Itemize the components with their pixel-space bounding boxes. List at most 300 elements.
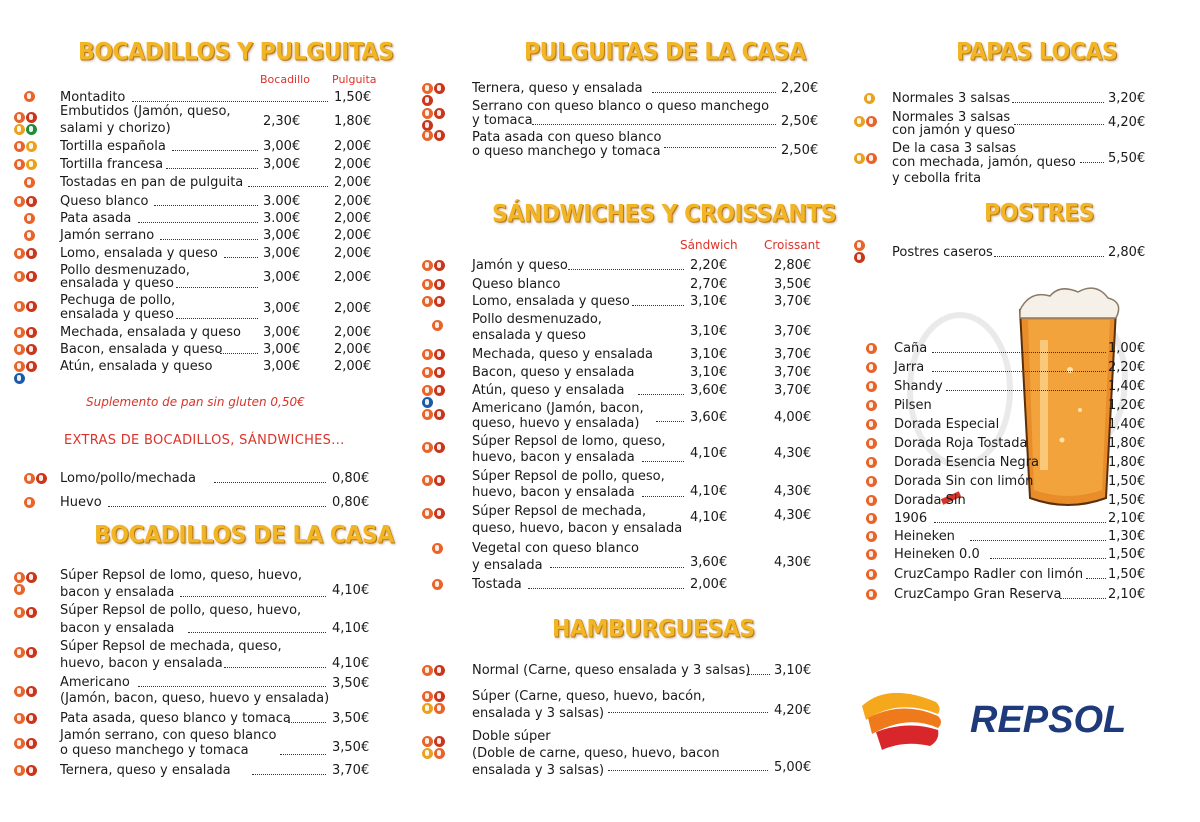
item-name-line1: Jamón serrano, con queso blanco (60, 728, 277, 743)
food-icons (422, 508, 450, 519)
dotted-leader (994, 256, 1104, 257)
burger-icon (422, 736, 433, 747)
food-icons (422, 409, 450, 420)
food-icons (422, 691, 450, 714)
list-item (852, 244, 1152, 268)
item-name-line2: salami y chorizo) (60, 121, 171, 136)
item-price: 2,00€ (334, 175, 372, 190)
item-name-line2: con mechada, jamón, queso (892, 155, 1076, 170)
item-price: 1,80€ (1108, 455, 1146, 470)
item-name: Shandy (894, 379, 943, 394)
item-price: 1,50€ (1108, 474, 1146, 489)
food-icons (14, 159, 42, 170)
bacon-icon (26, 344, 37, 355)
item-name-line1: Americano (Jamón, bacon, (472, 401, 644, 416)
item-name: CruzCampo Gran Reserva (894, 587, 1062, 602)
food-icons (866, 589, 894, 600)
sandwich-col-header: Sándwich (680, 238, 738, 252)
item-price: 2,10€ (1108, 511, 1146, 526)
food-icons (866, 343, 894, 354)
dotted-leader (1086, 578, 1106, 579)
item-name-line2: huevo, bacon y ensalada (472, 450, 635, 465)
list-item (14, 245, 384, 263)
fries-icon (854, 116, 865, 127)
item-name-line2: huevo, bacon y ensalada (472, 485, 635, 500)
food-icons (422, 442, 450, 453)
bread-icon (432, 579, 443, 590)
item-name: Mechada, ensalada y queso (60, 325, 241, 340)
fries-icon (864, 93, 875, 104)
dotted-leader (224, 667, 326, 668)
food-icons (866, 495, 894, 506)
item-name: Tostada (472, 577, 522, 592)
pulguita-col-header: Pulguita (332, 73, 377, 86)
item-name-line2: queso, huevo y ensalada) (472, 416, 640, 431)
meat-icon (26, 327, 37, 338)
item-name: Jamón y queso (472, 258, 568, 273)
item-name-line2: bacon y ensalada (60, 621, 175, 636)
item-name-line2: y tomaca (472, 113, 533, 128)
food-icons (422, 108, 456, 131)
dotted-leader (608, 712, 768, 713)
food-icons (422, 475, 450, 486)
list-item (420, 504, 820, 536)
cheese-icon (434, 296, 445, 307)
item-name: Montadito (60, 90, 126, 105)
bread-icon (14, 196, 25, 207)
list-item (420, 364, 820, 382)
item-name-line1: Pollo desmenuzado, (60, 263, 190, 278)
dotted-leader (214, 482, 326, 483)
chicken-icon (36, 473, 47, 484)
dotted-leader (664, 147, 776, 148)
bread-icon (14, 301, 25, 312)
dotted-leader (932, 371, 1106, 372)
item-price: 1,30€ (1108, 529, 1146, 544)
tuna-icon (422, 385, 433, 396)
list-item (420, 730, 820, 778)
list-item (420, 100, 820, 130)
item-price-sandwich: 4,10€ (690, 446, 728, 461)
item-price: 0,80€ (332, 471, 370, 486)
list-item (420, 346, 820, 364)
food-icons (866, 513, 894, 524)
item-price-croissant: 3,70€ (774, 324, 812, 339)
bocadillos-title: BOCADILLOS Y PULGUITAS (78, 39, 394, 66)
item-name-line1: Pechuga de pollo, (60, 293, 176, 308)
egg-icon (434, 736, 445, 747)
item-name: Atún, queso y ensalada (472, 383, 625, 398)
item-price-croissant: 3,70€ (774, 383, 812, 398)
item-price-croissant: 4,30€ (774, 446, 812, 461)
dotted-leader (568, 269, 684, 270)
food-icons (422, 665, 450, 676)
item-name-line2: bacon y ensalada (60, 585, 175, 600)
item-price-sandwich: 4,10€ (690, 484, 728, 499)
egg-icon (26, 141, 37, 152)
item-price: 1,40€ (1108, 379, 1146, 394)
item-name: Tostadas en pan de pulguita (60, 175, 244, 190)
dotted-leader (934, 522, 1106, 523)
item-price: 3,10€ (774, 663, 812, 678)
item-price-sandwich: 2,00€ (690, 577, 728, 592)
list-item (420, 130, 820, 160)
item-name-line1: Súper Repsol de pollo, queso, (472, 469, 665, 484)
food-icons (24, 230, 52, 241)
egg-icon (26, 647, 37, 658)
item-price-bocadillo: 3,00€ (263, 359, 301, 374)
beer-icon (866, 531, 877, 542)
item-name-line2: queso, huevo, bacon y ensalada (472, 521, 683, 536)
fish-icon (14, 373, 25, 384)
list-item (860, 416, 1160, 434)
item-price-sandwich: 3,60€ (690, 410, 728, 425)
dotted-leader (946, 390, 1106, 391)
list-item (14, 728, 384, 760)
meat-icon (422, 296, 433, 307)
item-price: 5,00€ (774, 760, 812, 775)
item-price-croissant: 3,50€ (774, 277, 812, 292)
meat-icon (14, 713, 25, 724)
croissant-col-header: Croissant (764, 238, 820, 252)
dotted-leader (652, 92, 776, 93)
item-price-bocadillo: 3,00€ (263, 139, 301, 154)
bacon-icon (434, 703, 445, 714)
item-price-pulguita: 2,00€ (334, 211, 372, 226)
item-name-line2: ensalada y 3 salsas) (472, 706, 605, 721)
item-price-pulguita: 2,00€ (334, 139, 372, 154)
food-icons (14, 112, 42, 135)
dotted-leader (132, 101, 328, 102)
dotted-leader (288, 722, 326, 723)
item-price-croissant: 3,70€ (774, 365, 812, 380)
list-item (14, 293, 384, 323)
meat-icon (26, 112, 37, 123)
list-item (420, 688, 820, 722)
item-price-bocadillo: 2,30€ (263, 114, 301, 129)
food-icons (24, 213, 52, 224)
food-icons (14, 271, 42, 282)
papas-title: PAPAS LOCAS (956, 39, 1118, 66)
list-item (420, 541, 820, 573)
list-item (420, 434, 820, 464)
item-name-line2: o queso manchego y tomaca (472, 144, 661, 159)
item-price-croissant: 4,30€ (774, 508, 812, 523)
meat-icon (24, 473, 35, 484)
bread-icon (24, 177, 35, 188)
item-price: 1,80€ (1108, 436, 1146, 451)
meat-icon (14, 765, 25, 776)
item-name: Bacon, ensalada y queso (60, 342, 223, 357)
food-icons (854, 153, 882, 164)
item-name-line2: (Doble de carne, queso, huevo, bacon (472, 746, 720, 761)
bread-icon (24, 91, 35, 102)
cheese-icon (434, 385, 445, 396)
food-icons (422, 279, 450, 290)
list-item (14, 341, 384, 359)
item-price-croissant: 4,30€ (774, 484, 812, 499)
item-price: 2,20€ (1108, 360, 1146, 375)
item-price-pulguita: 2,00€ (334, 270, 372, 285)
beer-icon (866, 569, 877, 580)
gluten-free-note: Suplemento de pan sin gluten 0,50€ (86, 395, 305, 409)
dotted-leader (550, 567, 684, 568)
item-name: Dorada Sin con limón (894, 474, 1034, 489)
cheese-icon (434, 367, 445, 378)
item-price-pulguita: 1,80€ (334, 114, 372, 129)
item-name: Ternera, queso y ensalada (60, 763, 231, 778)
list-item (14, 470, 384, 488)
bread-icon (422, 279, 433, 290)
food-icons (866, 531, 894, 542)
list-item (860, 435, 1160, 453)
meat-icon (26, 248, 37, 259)
burger-icon (422, 665, 433, 676)
postres-title: POSTRES (984, 200, 1094, 227)
bacon-icon (434, 748, 445, 759)
list-item (14, 138, 384, 156)
egg-icon (26, 607, 37, 618)
list-item (14, 263, 384, 293)
item-price-sandwich: 4,10€ (690, 510, 728, 525)
item-name: Atún, ensalada y queso (60, 359, 213, 374)
egg-icon (26, 159, 37, 170)
chicken-icon (26, 301, 37, 312)
food-icons (866, 457, 894, 468)
dotted-leader (970, 540, 1106, 541)
beer-icon (866, 457, 877, 468)
cheese-icon (26, 765, 37, 776)
item-price-sandwich: 3,60€ (690, 383, 728, 398)
item-price: 1,50€ (1108, 493, 1146, 508)
cheese-icon (434, 108, 445, 119)
list-item (14, 156, 384, 174)
cheese-icon (434, 665, 445, 676)
list-item (14, 104, 384, 136)
dotted-leader (160, 239, 258, 240)
egg-icon (434, 508, 445, 519)
dotted-leader (638, 394, 684, 395)
ham-icon (14, 738, 25, 749)
item-price-sandwich: 3,10€ (690, 347, 728, 362)
list-item (860, 378, 1160, 396)
beer-icon (866, 343, 877, 354)
item-price: 4,10€ (332, 621, 370, 636)
item-name: Heineken (894, 529, 955, 544)
food-icons (24, 497, 52, 508)
bread-icon (24, 230, 35, 241)
dotted-leader (632, 305, 684, 306)
ham-icon (422, 260, 433, 271)
egg-icon (434, 475, 445, 486)
food-icons (14, 301, 42, 312)
dotted-leader (528, 588, 684, 589)
food-icons (432, 579, 460, 590)
item-price-croissant: 4,30€ (774, 555, 812, 570)
chicken-icon (422, 475, 433, 486)
list-item (14, 639, 384, 671)
dotted-leader (748, 674, 770, 675)
list-item (852, 110, 1152, 140)
item-price-pulguita: 2,00€ (334, 325, 372, 340)
item-price-croissant: 3,70€ (774, 294, 812, 309)
dotted-leader (990, 558, 1106, 559)
list-item (860, 510, 1160, 528)
food-icons (422, 367, 450, 378)
item-name-line1: Vegetal con queso blanco (472, 541, 639, 556)
item-price-bocadillo: 3,00€ (263, 325, 301, 340)
tuna-icon (26, 361, 37, 372)
bocadillos-casa-title: BOCADILLOS DE LA CASA (94, 522, 394, 549)
list-item (420, 576, 820, 594)
meat-icon (14, 647, 25, 658)
dessert-icon (854, 252, 865, 263)
list-item (860, 586, 1160, 604)
dotted-leader (1060, 598, 1106, 599)
item-price: 3,20€ (1108, 91, 1146, 106)
food-icons (24, 177, 52, 188)
item-price-croissant: 3,70€ (774, 347, 812, 362)
item-name: Dorada Sin (894, 493, 966, 508)
item-price-bocadillo: 3.00€ (263, 194, 301, 209)
food-icons (866, 438, 894, 449)
item-name-line1: Pata asada con queso blanco (472, 130, 662, 145)
item-name: CruzCampo Radler con limón (894, 567, 1084, 582)
item-name-line1: Súper Repsol de lomo, queso, (472, 434, 666, 449)
list-item (860, 340, 1160, 358)
burger-icon (422, 691, 433, 702)
item-price: 1,20€ (1108, 398, 1146, 413)
item-name-line2: huevo, bacon y ensalada (60, 656, 223, 671)
item-name-line3: ensalada y 3 salsas) (472, 763, 605, 778)
item-price-pulguita: 2,00€ (334, 359, 372, 374)
item-name-line1: Serrano con queso blanco o queso manchego (472, 99, 770, 114)
meat-icon (422, 83, 433, 94)
food-icons (866, 549, 894, 560)
food-icons (422, 130, 456, 141)
list-item (860, 473, 1160, 491)
beer-icon (866, 362, 877, 373)
item-price-bocadillo: 3,00€ (263, 270, 301, 285)
item-price-bocadillo: 3,00€ (263, 228, 301, 243)
item-price: 1,50€ (1108, 567, 1146, 582)
bread-icon (14, 327, 25, 338)
item-name: 1906 (894, 511, 928, 526)
food-icons (14, 344, 42, 355)
item-name: Queso blanco (60, 194, 149, 209)
dotted-leader (138, 222, 258, 223)
bread-icon (14, 159, 25, 170)
item-price-bocadillo: 3,00€ (263, 342, 301, 357)
repsol-logo (858, 684, 1158, 754)
item-price-pulguita: 2,00€ (334, 246, 372, 261)
item-price: 3,50€ (332, 676, 370, 691)
list-item (14, 603, 384, 635)
pulguitas-casa-title: PULGUITAS DE LA CASA (524, 39, 806, 66)
item-price: 2,50€ (781, 114, 819, 129)
food-icons (14, 647, 42, 658)
item-price: 4,10€ (332, 583, 370, 598)
dotted-leader (220, 353, 258, 354)
item-name: Tortilla francesa (60, 157, 164, 172)
dotted-leader (608, 770, 768, 771)
egg-icon (434, 409, 445, 420)
dotted-leader (176, 318, 258, 319)
dotted-leader (166, 168, 258, 169)
item-name-line2: (Jamón, bacon, queso, huevo y ensalada) (60, 691, 330, 706)
item-name-line1: Súper (Carne, queso, huevo, bacón, (472, 689, 706, 704)
food-icons (422, 349, 450, 360)
item-name: Normal (Carne, queso ensalada y 3 salsas) (472, 663, 751, 678)
item-name-line1: Súper Repsol de mechada, queso, (60, 639, 282, 654)
bread-icon (14, 344, 25, 355)
item-name: Pilsen (894, 398, 932, 413)
cake-icon (854, 240, 865, 251)
item-price-pulguita: 2,00€ (334, 194, 372, 209)
beer-icon (866, 549, 877, 560)
item-name: Bacon, queso y ensalada (472, 365, 635, 380)
food-icons (14, 765, 42, 776)
list-item (14, 227, 384, 245)
item-name-line1: Súper Repsol de pollo, queso, huevo, (60, 603, 302, 618)
item-name-line2: o queso manchego y tomaca (60, 743, 249, 758)
repsol-wordmark: REPSOL (970, 699, 1127, 741)
list-item (14, 568, 384, 600)
item-price: 1,00€ (1108, 341, 1146, 356)
item-name-line2: con jamón y queso (892, 123, 1016, 138)
item-price: 2,50€ (781, 143, 819, 158)
list-item (14, 710, 384, 728)
dotted-leader (532, 124, 776, 125)
list-item (860, 397, 1160, 415)
bread-icon (24, 213, 35, 224)
food-icons (864, 93, 892, 104)
list-item (420, 276, 820, 294)
item-name: Mechada, queso y ensalada (472, 347, 653, 362)
list-item (420, 312, 820, 342)
list-item (860, 492, 1160, 510)
bacon-icon (422, 367, 433, 378)
food-icons (24, 473, 52, 484)
cheese-icon (434, 83, 445, 94)
food-icons (24, 91, 52, 102)
item-name-line1: Americano (60, 675, 130, 690)
egg-icon (434, 691, 445, 702)
food-icons (866, 569, 894, 580)
meat-icon (422, 442, 433, 453)
egg-icon (434, 442, 445, 453)
hamburguesas-title: HAMBURGUESAS (552, 616, 755, 643)
item-price-sandwich: 3,10€ (690, 365, 728, 380)
item-price-sandwich: 3,10€ (690, 324, 728, 339)
sandwiches-title: SÁNDWICHES Y CROISSANTS (492, 201, 837, 228)
food-icons (854, 116, 882, 127)
food-icons (14, 713, 42, 724)
chicken-icon (26, 271, 37, 282)
food-icons (14, 141, 42, 152)
bread-icon (14, 112, 25, 123)
cheese-icon (434, 349, 445, 360)
item-price: 4,20€ (1108, 115, 1146, 130)
list-item (420, 401, 820, 431)
food-icons (854, 240, 870, 263)
beer-icon (866, 476, 877, 487)
list-item (420, 382, 820, 400)
item-price-sandwich: 2,70€ (690, 277, 728, 292)
meat-icon (422, 349, 433, 360)
item-name: Dorada Roja Tostada (894, 436, 1028, 451)
dotted-leader (642, 496, 684, 497)
